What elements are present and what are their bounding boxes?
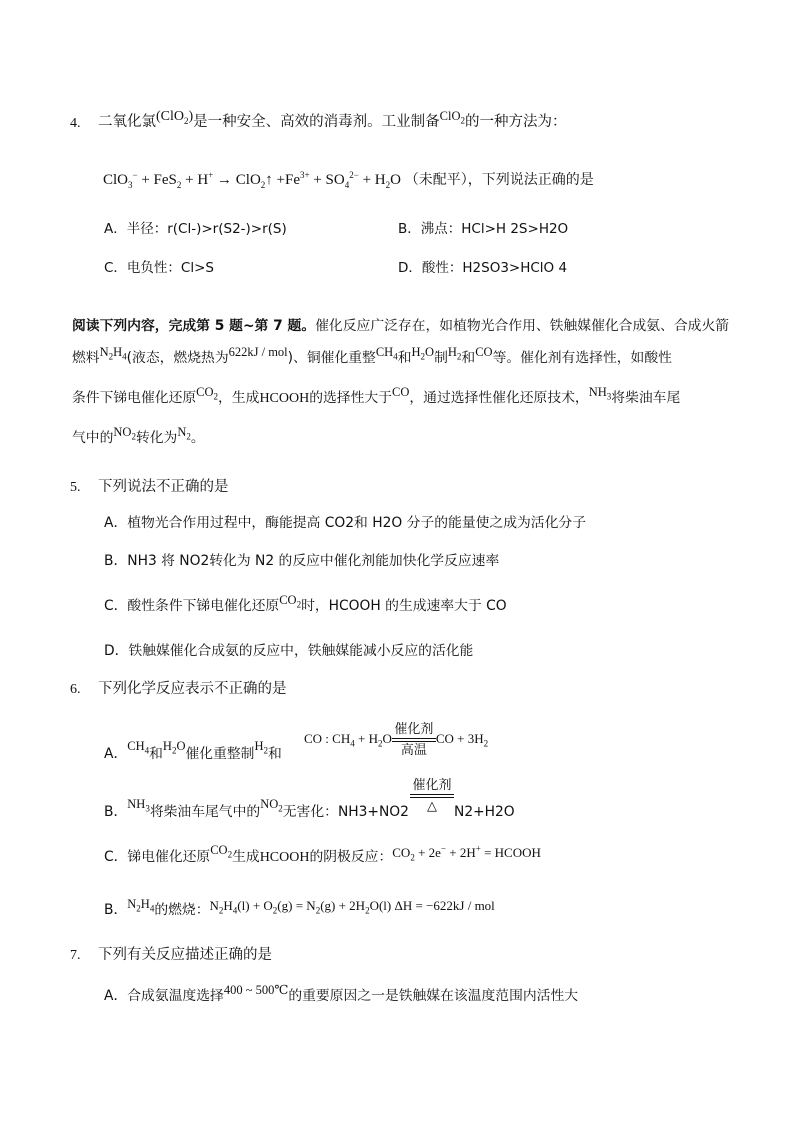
- passage-line-3: 条件下锑电催化还原$CO_2$，生成HCOOH的选择性大于CO，通过选择性催化还原技术，$NH_3$将柴油车尾: [72, 385, 681, 406]
- q4-option-c: C．电负性：Cl>S: [104, 260, 214, 276]
- q6-option-c: C．锑电催化还原$CO_2$生成HCOOH的阴极反应：$CO_2 + 2e^- + 2H^+$ = HCOOH: [104, 843, 541, 865]
- q6-b-products: N2+H2O: [454, 804, 515, 820]
- passage-line-4: 气中的$NO_2$转化为$N_2$。: [72, 425, 205, 446]
- q6-stem: 下列化学反应表示不正确的是: [98, 681, 287, 697]
- q5-stem: 下列说法不正确的是: [98, 479, 229, 495]
- q5-option-c: C．酸性条件下锑电催化还原$CO_2$时，HCOOH 的生成速率大于 CO: [104, 593, 507, 614]
- q6-number: 6.: [70, 682, 81, 697]
- q6-b-condition: 催化剂 △: [410, 778, 454, 814]
- q4-option-d: D．酸性：H2SO3>HClO 4: [398, 260, 568, 276]
- q4-number: 4.: [70, 116, 81, 131]
- q6-a-equation: CO : $CH_4 + H_2O$ 催化剂 高温 CO + $3H_2$: [304, 722, 489, 758]
- q5-number: 5.: [70, 480, 81, 495]
- q4-option-a: A．半径：r(Cl-)>r(S2-)>r(S): [104, 221, 287, 237]
- q4-stem: 二氧化氯(ClO$_2$)是一种安全、高效的消毒剂。工业制备ClO$_2$的一种方法为：: [98, 109, 567, 130]
- q5-option-d: D．铁触媒催化合成氨的反应中，铁触媒能减小反应的活化能: [104, 643, 474, 659]
- q7-stem: 下列有关反应描述正确的是: [98, 947, 272, 963]
- q6-a-condition: 催化剂 高温: [392, 722, 436, 758]
- passage-line-1: 阅读下列内容，完成第 5 题~第 7 题。催化反应广泛存在，如植物光合作用、铁触媒催化合成氨、合成火箭: [72, 318, 730, 334]
- q4-equation: ClO$_3$− + FeS$_2$ + H+ → ClO$_2$↑ $+Fe^{3+} + SO_4^{2-} + H_2O$ （未配平），下列说法正确的是: [103, 170, 594, 190]
- q7-option-a: A．合成氨温度选择400 ~ 500℃的重要原因之一是铁触媒在该温度范围内活性大: [104, 983, 579, 1004]
- q6-option-a: A．$CH_4$和$H_2O$催化重整制$H_2$和: [104, 739, 282, 762]
- q5-option-a: A．植物光合作用过程中，酶能提高 CO2和 H2O 分子的能量使之成为活化分子: [104, 515, 586, 531]
- q6-option-b: B．$NH_3$将柴油车尾气中的$NO_2$无害化：NH3+NO2: [104, 797, 409, 820]
- q6-option-d: B．$N_2H_4$的燃烧：$N_2H_4(l) + O_2(g) = N_2(g) + 2H_2O(l) \Delta H = -622kJ$ / mol: [104, 897, 495, 918]
- q5-option-b: B．NH3 将 NO2转化为 N2 的反应中催化剂能加快化学反应速率: [104, 553, 500, 569]
- q4-option-b: B．沸点：HCl>H 2S>H2O: [398, 221, 569, 237]
- passage-line-2: 燃料$N_2H_4$(液态，燃烧热为622kJ / mol)、铜催化重整$CH_4$和$H_2O$制$H_2$和CO等。催化剂有选择性，如酸性: [72, 345, 672, 366]
- q7-number: 7.: [70, 948, 81, 963]
